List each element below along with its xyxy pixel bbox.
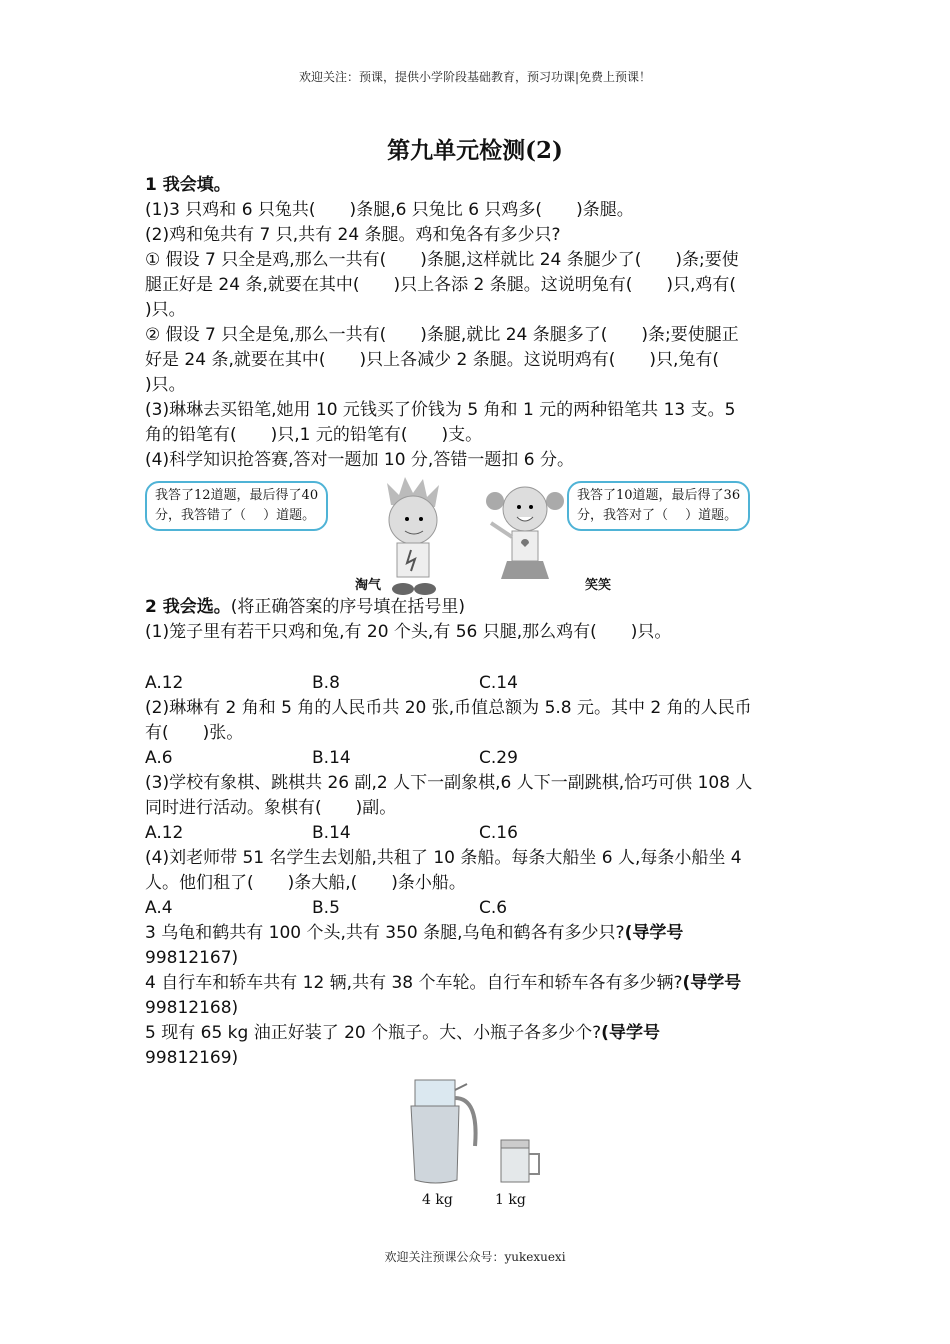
small-bottle-icon <box>497 1138 547 1188</box>
answer-option: C.16 <box>479 823 518 843</box>
question-line: (1)3 只鸡和 6 只兔共( )条腿,6 只兔比 6 只鸡多( )条腿。 <box>145 200 634 220</box>
quiz-illustration <box>145 475 825 597</box>
question-line: 有( )张。 <box>145 723 244 743</box>
large-bottle-icon <box>405 1076 485 1188</box>
question-line: ① 假设 7 只全是鸡,那么一共有( )条腿,这样就比 24 条腿少了( )条;要使 <box>145 250 739 270</box>
answer-option: B.8 <box>312 673 340 693</box>
answer-option: B.14 <box>312 748 351 768</box>
large-bottle-label: 4 kg <box>422 1192 453 1208</box>
question-line: 角的铅笔有( )只,1 元的铅笔有( )支。 <box>145 425 483 445</box>
answer-option: A.12 <box>145 823 184 843</box>
speech-bubble-left: 我答了12道题，最后得了40 分，我答错了（ ）道题。 <box>145 481 328 531</box>
answer-option: B.5 <box>312 898 340 918</box>
question-line: (4)科学知识抢答赛,答对一题加 10 分,答错一题扣 6 分。 <box>145 450 574 470</box>
question-line: 好是 24 条,就要在其中( )只上各减少 2 条腿。这说明鸡有( )只,兔有( <box>145 350 720 370</box>
question-line: 腿正好是 24 条,就要在其中( )只上各添 2 条腿。这说明兔有( )只,鸡有( <box>145 275 737 295</box>
small-bottle-label: 1 kg <box>495 1192 526 1208</box>
question-line: )只。 <box>145 375 186 395</box>
question-line: (3)琳琳去买铅笔,她用 10 元钱买了价钱为 5 角和 1 元的两种铅笔共 13 支。5 <box>145 400 736 420</box>
question-line: 人。他们租了( )条大船,( )条小船。 <box>145 873 466 893</box>
question-line: (2)鸡和兔共有 7 只,共有 24 条腿。鸡和兔各有多少只? <box>145 225 561 245</box>
question-3: 3 乌龟和鹤共有 100 个头,共有 350 条腿,乌龟和鹤各有多少只?(导学号 <box>145 923 684 943</box>
document-body: 1 我会填。 (1)3 只鸡和 6 只兔共( )条腿,6 只兔比 6 只鸡多( )条腿。 (2)鸡和兔共有 7 只,共有 24 条腿。鸡和兔各有多少只? ① 假设 7 只全是鸡,那么一共有( )条腿,这样就比 24 条腿少了( )条;要使 腿正好是 24 条,就要在其中( )只上各添 2 条腿。这说明兔有( )只,鸡有( )只。 ② 假设 7 只全是兔,那么一共有( )条腿,就比 24 条腿多了( )条;要使腿正 好是 24 条,就要在其中( )只上各减少 2 条腿。这说明鸡有( )只,兔有( )只。 (3)琳琳去买铅笔,她用 10 元钱买了价钱为 5 角和 1 元的两种铅笔共 13 支。5 角的铅笔有( )只,1 元的铅笔有( )支。 (4)科学知识抢答赛,答对一题加 10 分,答错一题扣 6 分。 我答了12道题，最后得了40 分，我答错了（ ）道题。 淘气 笑笑 我答了10道题，最后得了36 分，我答对了（ ）道题。 2 我会选。(将正确答案的序号填在括号里) (1)笼子里有若干只鸡和兔,有 20 个头,有 56 只腿,那么鸡有( )只。 A.12 B.8 C.14 (2)琳琳有 2 角和 5 角的人民币共 20 张,币值总额为 5.8 元。其中 2 角的人民币 有( )张。 A.6 B.14 C.29 (3)学校有象棋、跳棋共 26 副,2 人下一副象棋,6 人下一副跳棋,恰巧可供 108 人 同时进行活动。象棋有( )副。 A.12 B.14 C.16 (4)刘老师带 51 名学生去划船,共租了 10 条船。每条大船坐 6 人,每条小船坐 4 人。他们租了( )条大船,( )条小船。 A.4 B.5 C.6 3 乌龟和鹤共有 100 个头,共有 350 条腿,乌龟和鹤各有多少只?(导学号 99812167) 4 自行车和轿车共有 12 辆,共有 38 个车轮。自行车和轿车各有多少辆?(导学号 99812168) 5 现有 65 kg 油正好装了 20 个瓶子。大、小瓶子各多少个?(导学号 99812169) 4 kg 1 kg <box>145 173 825 1221</box>
page-header: 欢迎关注：预课，提供小学阶段基础教育，预习功课|免费上预课！ <box>298 70 652 84</box>
question-5: 5 现有 65 kg 油正好装了 20 个瓶子。大、小瓶子各多少个?(导学号 <box>145 1023 660 1043</box>
section-1-lines <box>145 198 825 473</box>
section-2-heading: 2 我会选。 <box>145 597 231 617</box>
section-1-heading: 1 我会填。 <box>145 175 231 195</box>
answer-option: C.6 <box>479 898 508 918</box>
question-line: (1)笼子里有若干只鸡和兔,有 20 个头,有 56 只腿,那么鸡有( )只。 <box>145 622 672 642</box>
answer-options <box>145 821 825 846</box>
answer-option: A.4 <box>145 898 173 918</box>
section-2-questions <box>145 620 825 921</box>
question-line: 同时进行活动。象棋有( )副。 <box>145 798 397 818</box>
question-line: ② 假设 7 只全是兔,那么一共有( )条腿,就比 24 条腿多了( )条;要使腿正 <box>145 325 739 345</box>
oil-bottles-illustration <box>145 1076 825 1221</box>
question-line: (2)琳琳有 2 角和 5 角的人民币共 20 张,币值总额为 5.8 元。其中 2 角的人民币 <box>145 698 752 718</box>
answer-option: C.14 <box>479 673 518 693</box>
girl-figure-icon <box>485 479 565 597</box>
girl-name: 笑笑 <box>585 578 612 593</box>
answer-option: A.6 <box>145 748 173 768</box>
answer-options <box>145 746 825 771</box>
answer-options <box>145 896 825 921</box>
boy-name: 淘气 <box>355 578 382 593</box>
question-line: )只。 <box>145 300 186 320</box>
answer-option: B.14 <box>312 823 351 843</box>
answer-option: A.12 <box>145 673 184 693</box>
question-line: (4)刘老师带 51 名学生去划船,共租了 10 条船。每条大船坐 6 人,每条小船坐 4 <box>145 848 742 868</box>
answer-option: C.29 <box>479 748 518 768</box>
boy-figure-icon <box>373 475 453 597</box>
question-line: (3)学校有象棋、跳棋共 26 副,2 人下一副象棋,6 人下一副跳棋,恰巧可供 108 人 <box>145 773 753 793</box>
question-4: 4 自行车和轿车共有 12 辆,共有 38 个车轮。自行车和轿车各有多少辆?(导学号 <box>145 973 742 993</box>
page-footer: 欢迎关注预课公众号：yukexuexi <box>384 1250 566 1264</box>
speech-bubble-right: 我答了10道题，最后得了36 分，我答对了（ ）道题。 <box>567 481 750 531</box>
answer-options <box>145 671 825 696</box>
page-title: 第九单元检测(2) <box>387 137 563 164</box>
